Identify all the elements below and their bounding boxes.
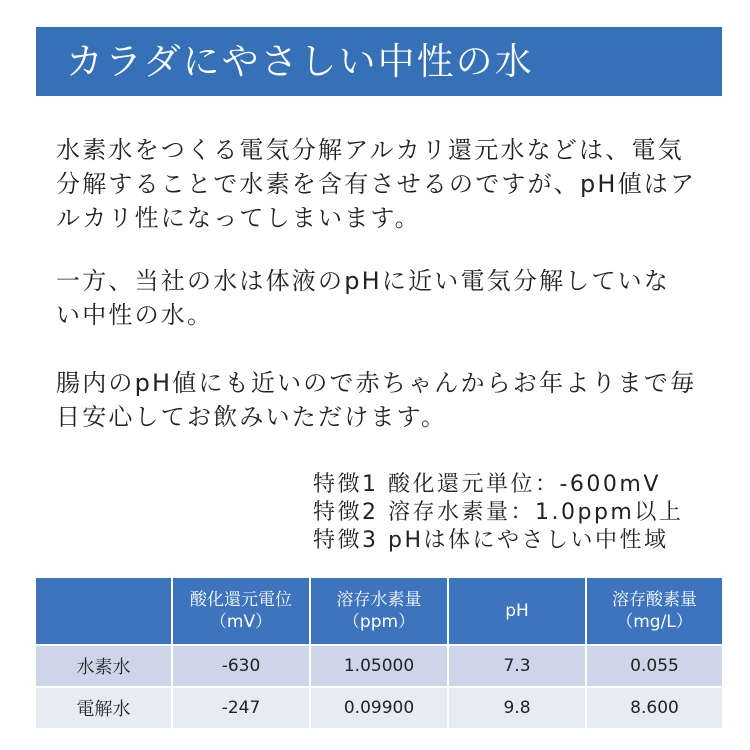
header-orp-unit: （mV）: [209, 612, 273, 632]
feature-item-1: 特徴1 酸化還元単位：-600mV: [313, 472, 661, 497]
page-title: カラダにやさしい中性の水: [36, 27, 722, 96]
header-hydrogen: [310, 578, 448, 645]
header-oxygen-unit: （mg/L）: [616, 612, 693, 632]
header-hydrogen-unit: （ppm）: [342, 612, 416, 632]
header-ph: [448, 578, 586, 645]
header-ph-label: pH: [505, 601, 529, 621]
paragraph-line: ルカリ性になってしまいます。: [56, 204, 421, 232]
cell-orp: -630: [172, 645, 310, 687]
paragraph-safety: [56, 366, 706, 434]
row-label: 電解水: [36, 687, 172, 728]
feature-list: [313, 471, 733, 555]
table-row: [36, 645, 722, 687]
feature-item-2: 特徴2 溶存水素量：1.0ppm以上: [313, 500, 684, 525]
paragraph-company-water: [56, 264, 706, 332]
cell-hydrogen: 0.09900: [310, 687, 448, 728]
cell-hydrogen: 1.05000: [310, 645, 448, 687]
paragraph-line: い中性の水。: [56, 301, 214, 329]
paragraph-line: 分解することで水素を含有させるのですが、pH値はア: [56, 170, 697, 198]
header-empty: [36, 578, 172, 645]
row-label: 水素水: [36, 645, 172, 687]
paragraph-line: 日安心してお飲みいただけます。: [56, 403, 448, 431]
paragraph-intro: [56, 133, 706, 235]
header-oxygen-label: 溶存酸素量: [612, 590, 697, 610]
header-oxygen: [586, 578, 722, 645]
header-hydrogen-label: 溶存水素量: [336, 590, 422, 610]
feature-item-3: 特徴3 pHは体にやさしい中性域: [313, 528, 669, 553]
header-orp: [172, 578, 310, 645]
paragraph-line: 一方、当社の水は体液のpHに近い電気分解していな: [56, 267, 671, 295]
paragraph-line: 腸内のpH値にも近いので赤ちゃんからお年よりまで毎: [56, 369, 697, 397]
table-header-row: [36, 578, 722, 645]
cell-ph: 7.3: [448, 645, 586, 687]
cell-orp: -247: [172, 687, 310, 728]
header-orp-label: 酸化還元電位: [190, 590, 292, 610]
cell-oxygen: 8.600: [586, 687, 722, 728]
cell-ph: 9.8: [448, 687, 586, 728]
paragraph-line: 水素水をつくる電気分解アルカリ還元水などは、電気: [56, 136, 684, 164]
cell-oxygen: 0.055: [586, 645, 722, 687]
table-row: [36, 687, 722, 728]
comparison-table: [36, 578, 722, 728]
